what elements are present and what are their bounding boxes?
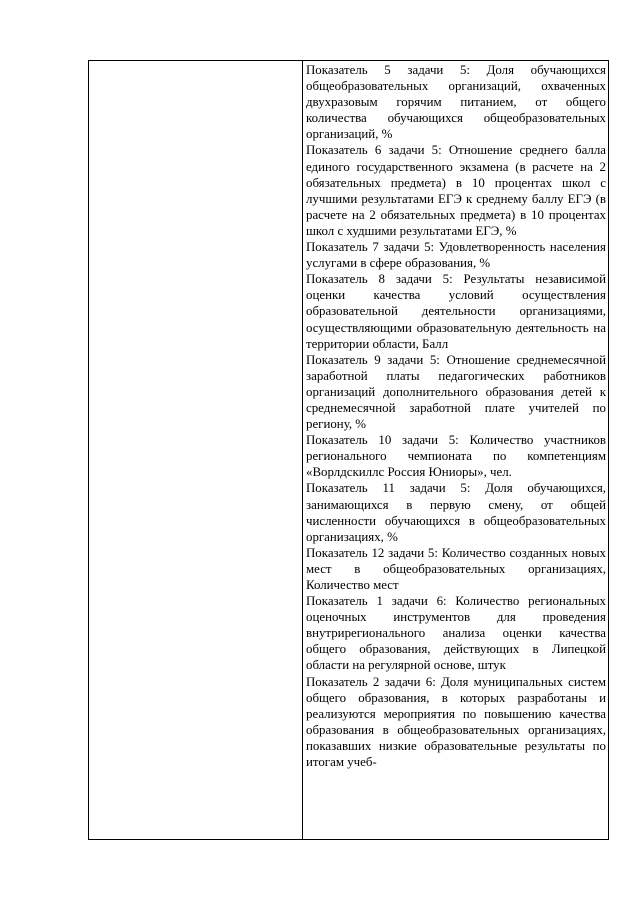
table-cell-right: [303, 61, 608, 839]
indicator-7-5: Показатель 7 задачи 5: Удовлетворенность населения услугами в сфере образования, %: [306, 240, 606, 271]
indicator-8-5: Показатель 8 задачи 5: Результаты независимой оценки качества условий осуществления образовательной деятельности организациями, осуществляющими образовательную деятельность на территории области, Балл: [306, 272, 606, 351]
indicator-9-5: Показатель 9 задачи 5: Отношение среднемесячной заработной платы педагогических работников организаций дополнительного образования детей к среднемесячной заработной плате учителей по региону, %: [306, 352, 606, 432]
indicator-5-5: Показатель 5 задачи 5: Доля обучающихся общеобразовательных организаций, охваченных двухразовым горячим питанием, от общего количества обучающихся общеобразовательных организаций, %: [306, 63, 606, 142]
indicator-2-6: Показатель 2 задачи 6: Доля муниципальных систем общего образования, в которых разработаны и реализуются мероприятия по повышению качества образования в общеобразовательных организациях, показавших низкие образовательные результаты по итогам учеб-: [306, 674, 606, 770]
indicator-12-5: Показатель 12 задачи 5: Количество созданных новых мест в общеобразовательных организациях, Количество мест: [306, 545, 606, 592]
indicator-11-5: Показатель 11 задачи 5: Доля обучающихся, занимающихся в первую смену, от общей численности обучающихся в общеобразовательных организациях, %: [306, 481, 606, 544]
indicator-6-5: Показатель 6 задачи 5: Отношение среднего балла единого государственного экзамена (в расчете на 2 обязательных предмета) в 10 процентах школ с лучшими результатами ЕГЭ к среднему баллу ЕГЭ (в расчете на 2 обязательных предмета) в 10 процентах школ с худшими результатами ЕГЭ, %: [306, 143, 606, 238]
indicator-1-6: Показатель 1 задачи 6: Количество региональных оценочных инструментов для проведения внутрирегионального анализа оценки качества общего образования, действующих в Липецкой области на регулярной основе, штук: [306, 594, 606, 673]
table-cell-left: [89, 61, 303, 839]
indicator-10-5: Показатель 10 задачи 5: Количество участников регионального чемпионата по компетенциям «Ворлдскиллс Россия Юниоры», чел.: [306, 433, 606, 480]
indicators-table: [88, 60, 609, 840]
